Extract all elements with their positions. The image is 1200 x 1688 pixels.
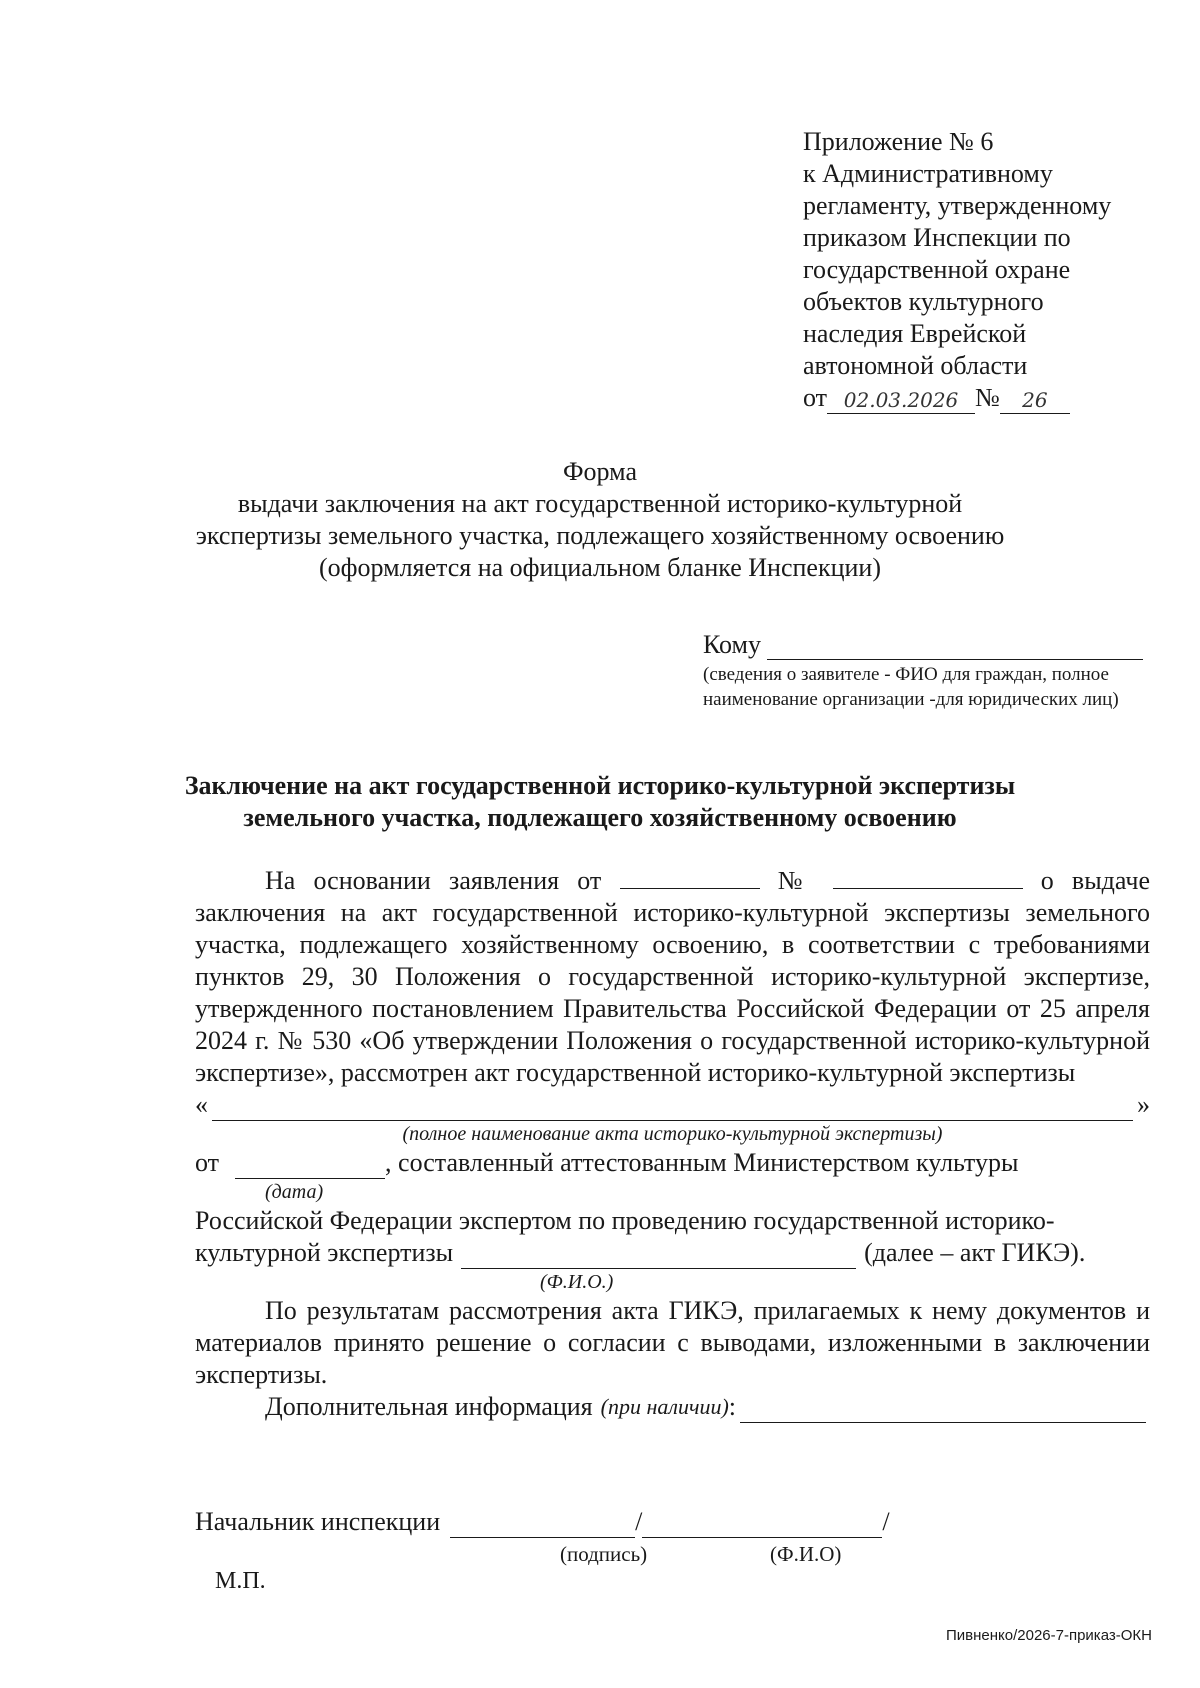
form-subtitle-line: (оформляется на официальном бланке Инспекции) bbox=[319, 553, 881, 582]
signature-field[interactable] bbox=[450, 1515, 635, 1538]
document-body bbox=[195, 865, 1150, 1423]
annex-date-handwritten: 02.03.2026 bbox=[827, 387, 975, 414]
paragraph-basis bbox=[195, 865, 1150, 1089]
conclusion-title bbox=[100, 770, 1100, 834]
recipient-note: (сведения о заявителе - ФИО для граждан, полное наименование организации -для юридических лиц) bbox=[703, 664, 1119, 710]
annex-line: приказом Инспекции по bbox=[803, 223, 1071, 252]
expert-prefix: культурной экспертизы bbox=[195, 1238, 454, 1267]
act-name-line bbox=[195, 1089, 1150, 1121]
form-subtitle-line: выдачи заключения на акт государственной историко-культурной bbox=[237, 489, 963, 518]
signature-slash: / bbox=[882, 1507, 890, 1536]
additional-info-field[interactable] bbox=[740, 1398, 1146, 1423]
annex-from-label: от bbox=[803, 383, 828, 412]
form-title: Форма bbox=[563, 457, 637, 486]
annex-line: государственной охране bbox=[803, 255, 1071, 284]
signature-line bbox=[195, 1506, 1150, 1538]
expert-caption: (Ф.И.О.) bbox=[540, 1271, 614, 1293]
annex-line: объектов культурного bbox=[803, 287, 1044, 316]
application-number-field[interactable] bbox=[833, 866, 1023, 889]
conclusion-title-line: Заключение на акт государственной историко-культурной экспертизы bbox=[184, 771, 1016, 800]
act-date-caption: (дата) bbox=[265, 1181, 324, 1203]
signature-captions bbox=[195, 1538, 1150, 1568]
signature-slash: / bbox=[635, 1507, 643, 1536]
chief-label: Начальник инспекции bbox=[195, 1507, 441, 1536]
recipient-block bbox=[703, 630, 1143, 712]
act-date-line bbox=[195, 1147, 1150, 1179]
conclusion-title-line: земельного участка, подлежащего хозяйственному освоению bbox=[243, 803, 957, 832]
act-name-caption: (полное наименование акта историко-культурной экспертизы) bbox=[402, 1123, 943, 1145]
annex-number-label: № bbox=[975, 383, 1000, 412]
sign-caption: (подпись) bbox=[560, 1542, 648, 1566]
name-caption: (Ф.И.О) bbox=[770, 1542, 842, 1566]
expert-line-1: Российской Федерации экспертом по проведению государственной историко- bbox=[195, 1206, 1055, 1235]
annex-line: регламенту, утвержденному bbox=[803, 191, 1112, 220]
act-name-field[interactable] bbox=[212, 1096, 1133, 1121]
annex-line: автономной области bbox=[803, 351, 1028, 380]
annex-line: Приложение № 6 bbox=[803, 127, 994, 156]
annex-number-handwritten: 26 bbox=[1000, 387, 1070, 414]
expert-suffix: (далее – акт ГИКЭ). bbox=[864, 1238, 1086, 1267]
footer-code: Пивненко/2026-7-приказ-ОКН bbox=[945, 1627, 1152, 1644]
annex-line: к Административному bbox=[803, 159, 1053, 188]
act-date-suffix: , составленный аттестованным Министерством культуры bbox=[385, 1148, 1019, 1177]
application-date-field[interactable] bbox=[620, 866, 760, 889]
recipient-field[interactable] bbox=[767, 635, 1143, 660]
paragraph-decision: По результатам рассмотрения акта ГИКЭ, прилагаемых к нему документов и материалов принято решение о согласии с выводами, изложенными в заключении экспертизы. bbox=[195, 1296, 1150, 1389]
chief-name-field[interactable] bbox=[642, 1515, 882, 1538]
additional-colon: : bbox=[728, 1392, 737, 1421]
expert-name-field[interactable] bbox=[461, 1246, 856, 1269]
basis-text-a: На основании заявления от bbox=[265, 866, 602, 895]
recipient-label: Кому bbox=[703, 630, 762, 659]
act-open-quote: « bbox=[195, 1090, 208, 1119]
annex-date-number bbox=[803, 382, 1163, 414]
expert-line-2 bbox=[195, 1237, 1150, 1269]
act-date-field[interactable] bbox=[235, 1156, 385, 1179]
additional-hint: (при наличии) bbox=[600, 1394, 729, 1419]
act-date-prefix: от bbox=[195, 1148, 220, 1177]
form-header bbox=[100, 456, 1100, 584]
basis-text-c: о выдаче заключения на акт государственной историко-культурной экспертизы земельного участка, подлежащего хозяйственному освоению, в соответствии с требованиями пунктов 29, 30 Положения о государственной историко-культурной экспертизе, утвержденного постановлением Правительства Российской Федерации от 25 апреля 2024 г. № 530 «Об утверждении Положения о государственной историко-культурной экспертизе», рассмотрен акт государственной историко-культурной экспертизы bbox=[195, 866, 1151, 1087]
additional-label: Дополнительная информация bbox=[265, 1392, 593, 1421]
additional-info-line bbox=[195, 1391, 1150, 1423]
act-close-quote: » bbox=[1137, 1090, 1150, 1119]
recipient-line bbox=[703, 630, 1143, 660]
annex-block bbox=[803, 126, 1163, 414]
basis-text-b: № bbox=[777, 866, 815, 895]
annex-line: наследия Еврейской bbox=[803, 319, 1027, 348]
stamp-place: М.П. bbox=[215, 1568, 266, 1594]
signature-block bbox=[195, 1506, 1150, 1568]
form-subtitle-line: экспертизы земельного участка, подлежащего хозяйственному освоению bbox=[195, 521, 1005, 550]
